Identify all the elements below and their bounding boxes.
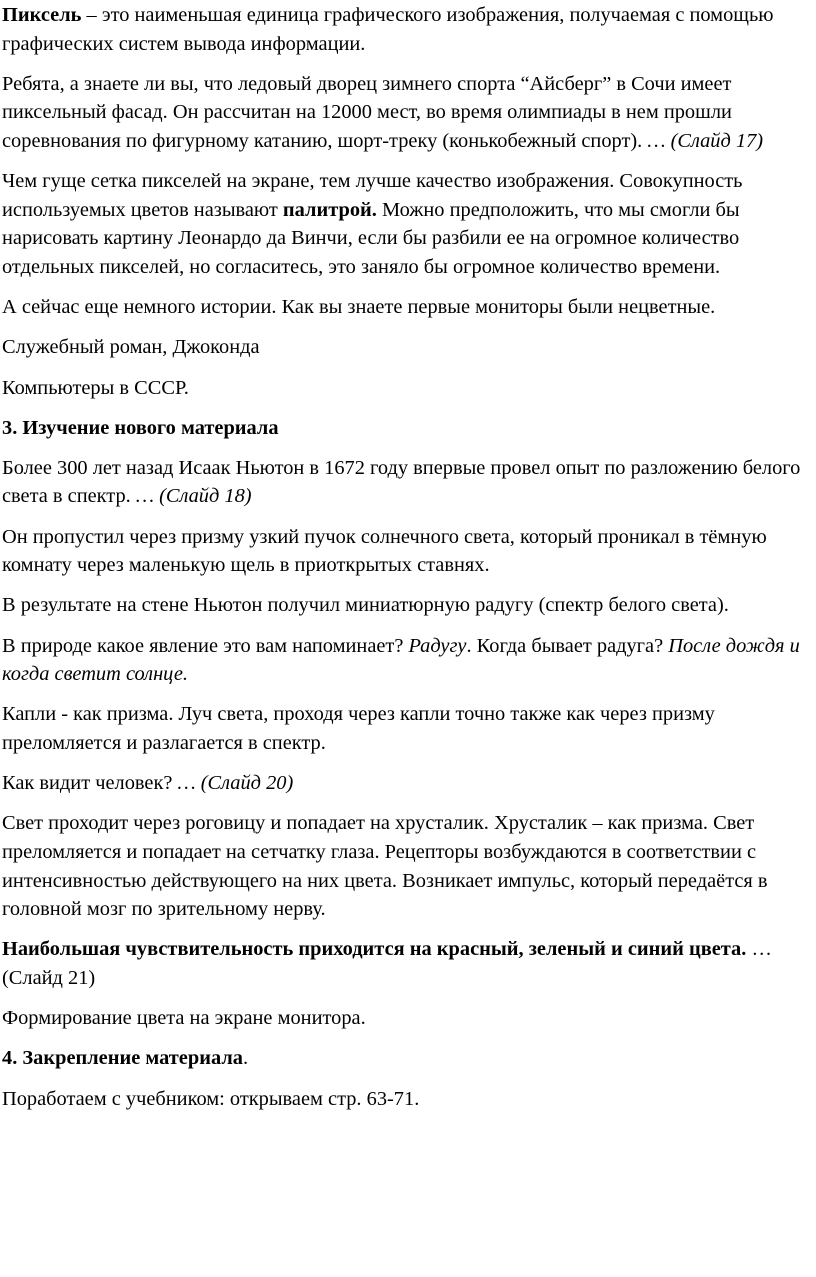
paragraph-films: [2, 333, 816, 362]
paragraph-text: Он пропустил через призму узкий пучок солнечного света, который проникал в тёмную комнату через маленькую щель в приоткрытых ставнях.: [2, 525, 767, 577]
bold-statement: Наибольшая чувствительность приходится на красный, зеленый и синий цвета.: [2, 938, 747, 961]
paragraph-text: Капли - как призма. Луч света, проходя через капли точно также как через призму преломляется и разлагается в спектр.: [2, 703, 715, 754]
answer-italic: После дождя и когда светит солнце.: [2, 634, 800, 686]
paragraph-newton: [2, 454, 816, 511]
paragraph-iceberg: [2, 70, 816, 156]
answer-italic: Радугу: [408, 634, 467, 657]
paragraph-text: Как видит человек?: [2, 772, 178, 795]
paragraph-rainbow-question: [2, 632, 816, 689]
heading-text: 4. Закрепление материала: [2, 1047, 243, 1070]
heading-text: 3. Изучение нового материала: [2, 416, 279, 439]
section-heading-consolidation: [2, 1044, 816, 1073]
paragraph-text: В результате на стене Ньютон получил миниатюрную радугу (спектр белого света).: [2, 594, 729, 617]
paragraph-drops-prism: [2, 700, 816, 757]
paragraph-text: А сейчас еще немного истории. Как вы знаете первые мониторы были нецветные.: [2, 296, 716, 319]
paragraph-color-forming: [2, 1004, 816, 1033]
paragraph-text: Свет проходит через роговицу и попадает на хрусталик. Хрусталик – как призма. Свет преломляется и попадает на сетчатку глаза. Рецепторы возбуждаются в соответствии с интенсивностью действующего на них цвета. Возникает импульс, который передаётся в головной мозг по зрительному нерву.: [2, 812, 768, 921]
slide-reference: … (Слайд 17): [647, 129, 764, 152]
paragraph-text: Ребята, а знаете ли вы, что ледовый дворец зимнего спорта “Айсберг” в Сочи имеет пиксельный фасад. Он рассчитан на 12000 мест, во время олимпиады в нем прошли соревнования по фигурному катанию, шорт-треку (конькобежный спорт).: [2, 72, 732, 152]
paragraph-text: – это наименьшая единица графического изображения, получаемая с помощью графических систем вывода информации.: [2, 4, 774, 55]
paragraph-text: Можно предположить, что мы смогли бы нарисовать картину Леонардо да Винчи, если бы разбили ее на огромное количество отдельных пикселей, но согласитесь, это заняло бы огромное количество времени.: [2, 198, 740, 278]
paragraph-rainbow-result: [2, 591, 816, 620]
paragraph-text: . Когда бывает радуга?: [466, 634, 669, 657]
slide-reference: … (Слайд 18): [135, 485, 252, 508]
heading-period: .: [242, 1047, 249, 1070]
paragraph-how-human-sees: [2, 769, 816, 798]
paragraph-text: Формирование цвета на экране монитора.: [2, 1007, 366, 1030]
paragraph-textbook: [2, 1085, 816, 1114]
term-palette: палитрой.: [282, 198, 377, 221]
paragraph-text: Чем гуще сетка пикселей на экране, тем лучше качество изображения. Совокупность используемых цветов называют: [2, 170, 743, 221]
paragraph-pixel-grid: [2, 167, 816, 281]
paragraph-text: Компьютеры в СССР.: [2, 376, 189, 399]
slide-reference: … (Слайд 21): [2, 938, 772, 989]
paragraph-eye-process: [2, 809, 816, 923]
paragraph-history: [2, 293, 816, 322]
paragraph-text: Более 300 лет назад Исаак Ньютон в 1672 году впервые провел опыт по разложению белого света в спектр.: [2, 456, 801, 508]
paragraph-prism-experiment: [2, 523, 816, 580]
paragraph-text: Поработаем с учебником: открываем стр. 63-71.: [2, 1087, 420, 1110]
slide-reference: … (Слайд 20): [177, 772, 294, 795]
paragraph-text: Служебный роман, Джоконда: [2, 336, 260, 359]
paragraph-computers-ussr: [2, 374, 816, 403]
section-heading-new-material: [2, 414, 816, 443]
paragraph-sensitivity: [2, 935, 816, 992]
paragraph-text: В природе какое явление это вам напоминает?: [2, 634, 409, 657]
term-pixel: Пиксель: [2, 4, 82, 26]
paragraph-pixel-definition: [2, 1, 816, 58]
